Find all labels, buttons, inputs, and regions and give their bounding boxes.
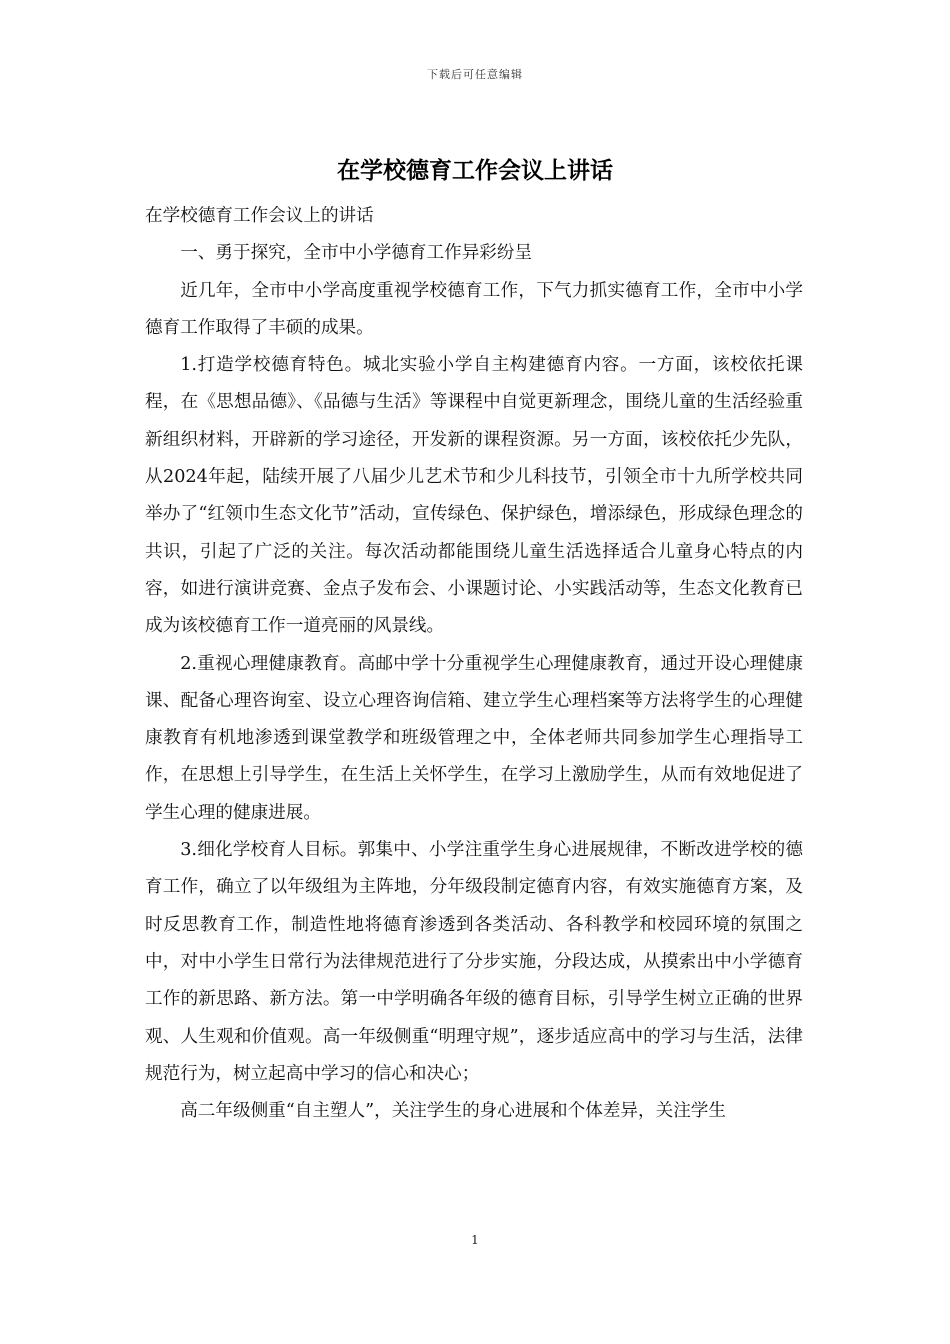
document-body: [145, 198, 803, 1130]
body-paragraph: 高二年级侧重“自主塑人”，关注学生的身心进展和个体差异，关注学生: [180, 1101, 726, 1122]
document-title: 在学校德育工作会议上讲话: [337, 157, 613, 184]
document-subtitle: 在学校德育工作会议上的讲话: [145, 206, 374, 226]
header-note: 下载后可任意编辑: [427, 68, 523, 81]
body-paragraph: 近几年，全市中小学高度重视学校德育工作，下气力抓实德育工作，全市中小学德育工作取得了丰硕的成果。: [145, 280, 803, 338]
body-paragraph: 2.重视心理健康教育。高邮中学十分重视学生心理健康教育，通过开设心理健康课、配备心理咨询室、设立心理咨询信箱、建立学生心理档案等方法将学生的心理健康教育有机地渗透到课堂教学和班级管理之中，全体老师共同参加学生心理指导工作，在思想上引导学生，在生活上关怀学生，在学习上激励学生，从而有效地促进了学生心理的健康进展。: [145, 653, 803, 823]
page-number: 1: [471, 1233, 479, 1247]
body-paragraph: 3.细化学校育人目标。郭集中、小学注重学生身心进展规律，不断改进学校的德育工作，确立了以年级组为主阵地，分年级段制定德育内容，有效实施德育方案，及时反思教育工作，制造性地将德育渗透到各类活动、各科教学和校园环境的氛围之中，对中小学生日常行为法律规范进行了分步实施，分段达成，从摸索出中小学德育工作的新思路、新方法。第一中学明确各年级的德育目标，引导学生树立正确的世界观、人生观和价值观。高一年级侧重“明理守规”，逐步适应高中的学习与生活，法律规范行为，树立起高中学习的信心和决心；: [145, 840, 803, 1084]
body-paragraph: 1.打造学校德育特色。城北实验小学自主构建德育内容。一方面，该校依托课程，在《思想品德》、《品德与生活》等课程中自觉更新理念，围绕儿童的生活经验重新组织材料，开辟新的学习途径，开发新的课程资源。另一方面，该校依托少先队，从2024年起，陆续开展了八届少儿艺术节和少儿科技节，引领全市十九所学校共同举办了“红领巾生态文化节”活动，宣传绿色、保护绿色，增添绿色，形成绿色理念的共识，引起了广泛的关注。每次活动都能围绕儿童生活选择适合儿童身心特点的内容，如进行演讲竞赛、金点子发布会、小课题讨论、小实践活动等，生态文化教育已成为该校德育工作一道亮丽的风景线。: [145, 355, 803, 637]
section-heading: 一、勇于探究，全市中小学德育工作异彩纷呈: [180, 243, 533, 264]
